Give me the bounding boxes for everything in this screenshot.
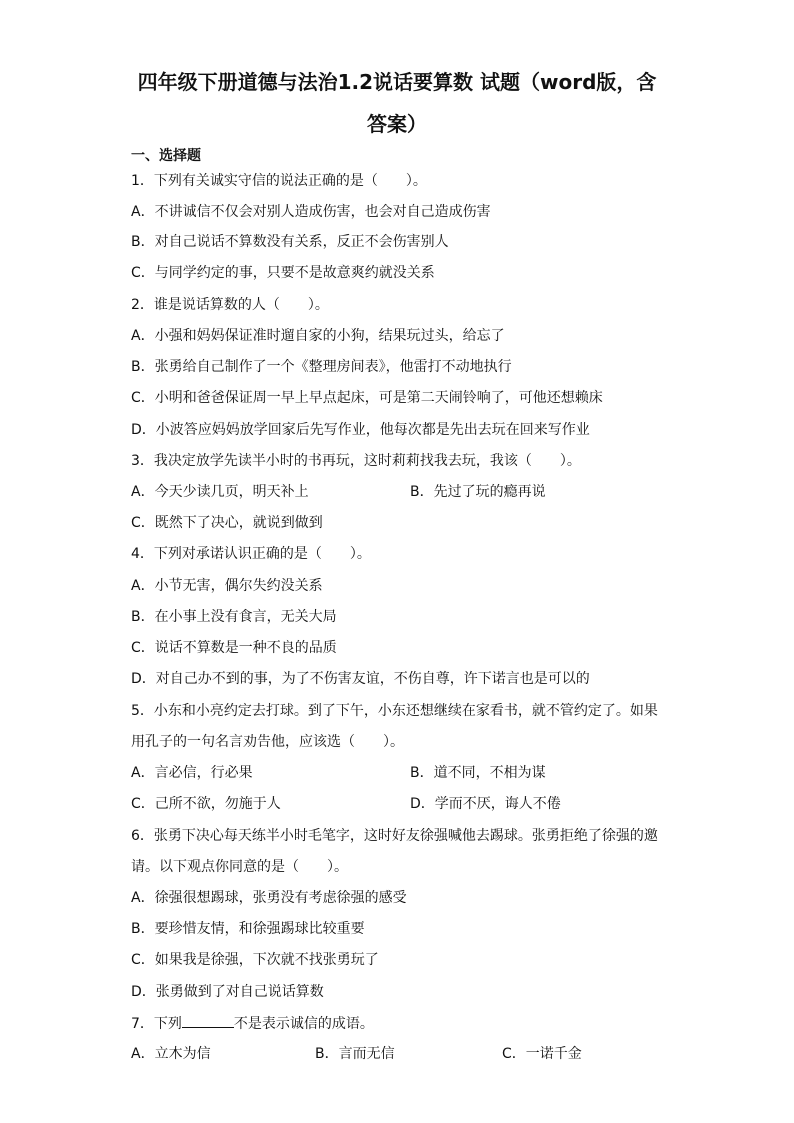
question-4-option-a: A．小节无害，偶尔失约没关系 xyxy=(131,578,323,594)
question-6-option-b: B．要珍惜友情，和徐强踢球比较重要 xyxy=(131,921,365,937)
question-6-option-d: D．张勇做到了对自己说话算数 xyxy=(131,984,324,1000)
question-3-option-c: C．既然下了决心，就说到做到 xyxy=(131,515,323,531)
question-4-option-c: C．说话不算数是一种不良的品质 xyxy=(131,640,337,656)
question-6-stem-line-2: 请。以下观点你同意的是（ ）。 xyxy=(131,859,348,875)
question-2-option-d: D．小波答应妈妈放学回家后先写作业，他每次都是先出去玩在回来写作业 xyxy=(131,422,590,438)
question-4-option-b: B．在小事上没有食言，无关大局 xyxy=(131,609,337,625)
question-3-option-a: A．今天少读几页，明天补上 xyxy=(131,484,309,500)
question-5-option-b: B．道不同，不相为谋 xyxy=(410,765,546,781)
question-5-stem-line-1: 5．小东和小亮约定去打球。到了下午，小东还想继续在家看书，就不管约定了。如果 xyxy=(131,703,658,719)
question-7-option-c: C．一诺千金 xyxy=(502,1046,582,1062)
question-6-option-a: A．徐强很想踢球，张勇没有考虑徐强的感受 xyxy=(131,890,407,906)
question-7-stem-suffix: 不是表示诚信的成语。 xyxy=(233,1016,374,1032)
question-7-answer-blank xyxy=(182,1013,234,1028)
document-title-line-2: 答案） xyxy=(367,112,427,136)
question-2-option-a: A．小强和妈妈保证准时遛自家的小狗，结果玩过头，给忘了 xyxy=(131,328,505,344)
document-title-line-1: 四年级下册道德与法治1.2说话要算数 试题（word版，含 xyxy=(137,70,657,94)
question-2-option-c: C．小明和爸爸保证周一早上早点起床，可是第二天闹铃响了，可他还想赖床 xyxy=(131,390,603,406)
question-3-stem: 3．我决定放学先读半小时的书再玩，这时莉莉找我去玩，我该（ ）。 xyxy=(131,453,581,469)
question-2-option-b: B．张勇给自己制作了一个《整理房间表》，他雷打不动地执行 xyxy=(131,359,512,375)
question-7-stem-prefix: 7．下列 xyxy=(131,1016,182,1032)
question-4-option-d: D．对自己办不到的事，为了不伤害友谊，不伤自尊，许下诺言也是可以的 xyxy=(131,671,590,687)
question-5-option-d: D．学而不厌，诲人不倦 xyxy=(410,796,561,812)
question-6-option-c: C．如果我是徐强，下次就不找张勇玩了 xyxy=(131,952,379,968)
question-1-option-c: C．与同学约定的事，只要不是故意爽约就没关系 xyxy=(131,265,435,281)
question-1-option-a: A．不讲诚信不仅会对别人造成伤害，也会对自己造成伤害 xyxy=(131,204,491,220)
question-1-stem: 1．下列有关诚实守信的说法正确的是（ ）。 xyxy=(131,173,427,189)
section-heading-choice: 一、选择题 xyxy=(131,148,201,164)
question-7-stem xyxy=(131,1013,374,1033)
question-2-stem: 2．谁是说话算数的人（ ）。 xyxy=(131,297,329,313)
question-5-option-a: A．言必信，行必果 xyxy=(131,765,253,781)
question-3-option-b: B．先过了玩的瘾再说 xyxy=(410,484,546,500)
question-7-option-a: A．立木为信 xyxy=(131,1046,211,1062)
question-5-stem-line-2: 用孔子的一句名言劝告他，应该选（ ）。 xyxy=(131,734,404,750)
question-1-option-b: B．对自己说话不算数没有关系，反正不会伤害别人 xyxy=(131,234,449,250)
question-7-option-b: B．言而无信 xyxy=(315,1046,395,1062)
question-4-stem: 4．下列对承诺认识正确的是（ ）。 xyxy=(131,546,371,562)
question-6-stem-line-1: 6．张勇下决心每天练半小时毛笔字，这时好友徐强喊他去踢球。张勇拒绝了徐强的邀 xyxy=(131,828,658,844)
question-5-option-c: C．己所不欲，勿施于人 xyxy=(131,796,281,812)
